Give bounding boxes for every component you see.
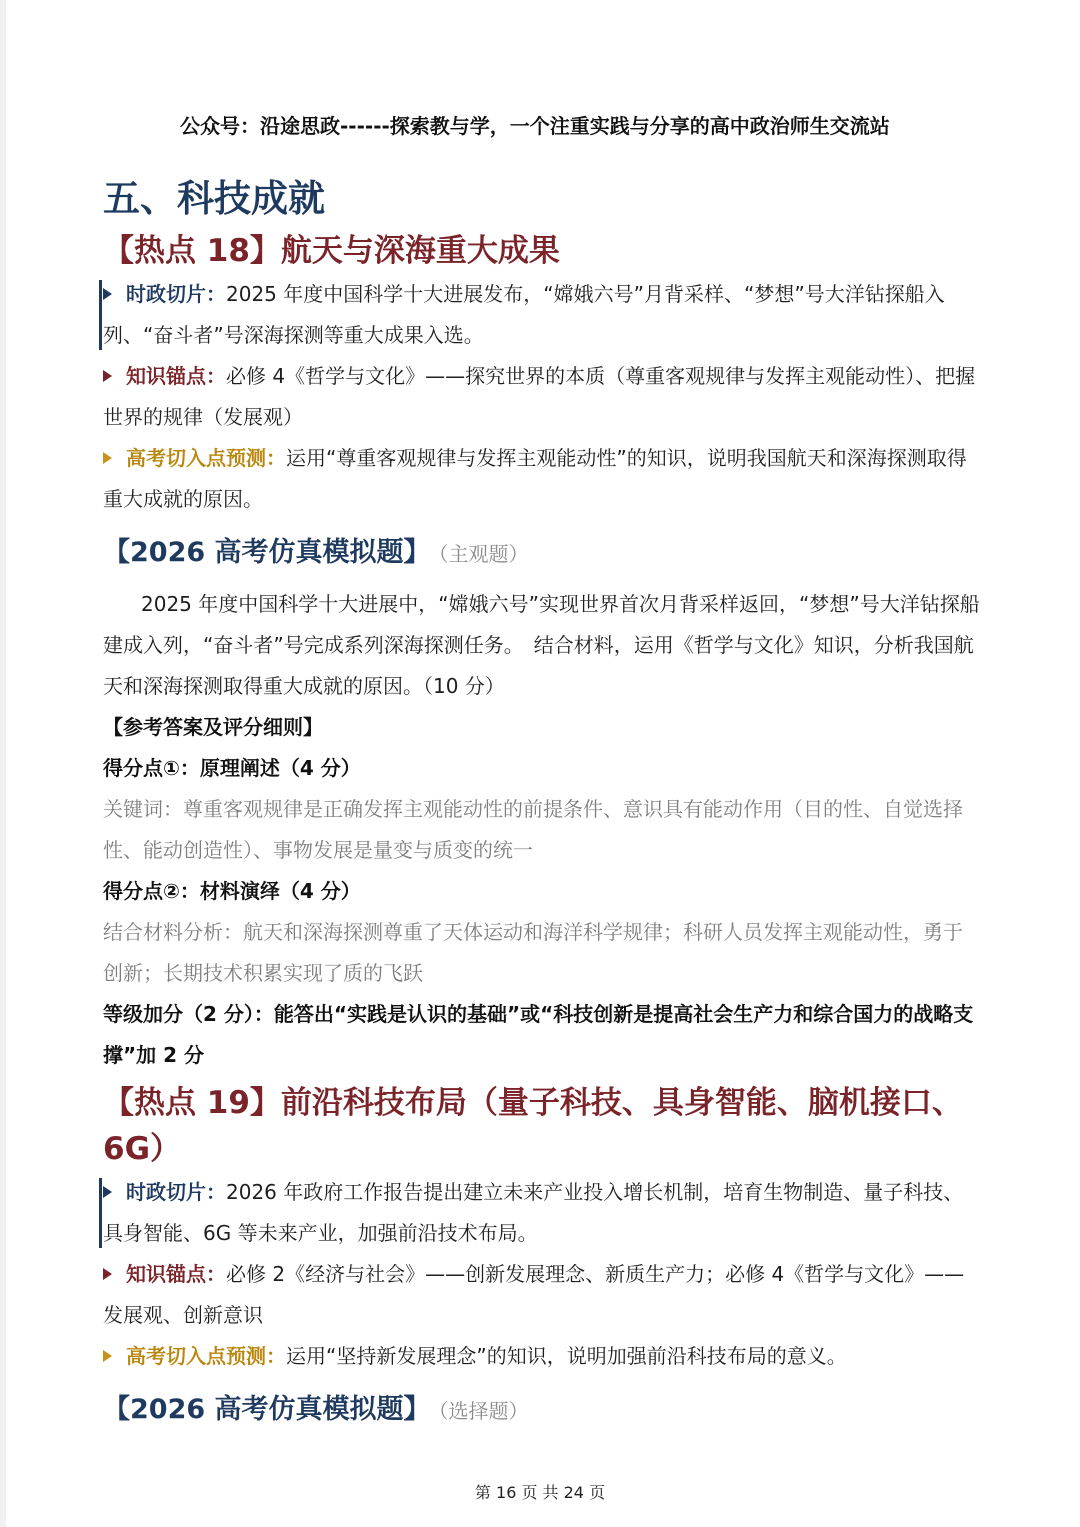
hot19-exam-text: 运用“坚持新发展理念”的知识，说明加强前沿科技布局的意义。	[286, 1344, 847, 1368]
triangle-bullet-icon	[103, 1350, 112, 1362]
answer-title: 【参考答案及评分细则】	[103, 715, 323, 739]
hot18-sim-title-text: 【2026 高考仿真模拟题】	[103, 537, 431, 568]
point1-text: 关键词：尊重客观规律是正确发挥主观能动性的前提条件、意识具有能动作用（目的性、自觉选择性、能动创造性）、事物发展是量变与质变的统一	[103, 797, 963, 862]
hot18-question: 2025 年度中国科学十大进展中，“嫦娥六号”实现世界首次月背采样返回，“梦想”号大洋钻探船建成入列，“奋斗者”号完成系列深海探测任务。 结合材料，运用《哲学与文化》知识，分析我国航天和深海探测取得重大成就的原因。（10 分）	[103, 592, 980, 698]
triangle-bullet-icon	[103, 1268, 112, 1280]
point1-title: 得分点①：原理阐述（4 分）	[103, 756, 361, 780]
extra-points: 等级加分（2 分）：能答出“实践是认识的基础”或“科技创新是提高社会生产力和综合国力的战略支撑”加 2 分	[103, 1002, 974, 1067]
hot18-sim-tag: （主观题）	[438, 542, 529, 566]
section-title: 五、科技成就	[103, 177, 325, 220]
triangle-bullet-icon	[103, 1186, 112, 1198]
triangle-bullet-icon	[103, 370, 112, 382]
hot18-news-text: 2025 年度中国科学十大进展发布，“嫦娥六号”月背采样、“梦想”号大洋钻探船入列、“奋斗者”号深海探测等重大成果入选。	[103, 282, 945, 347]
hot18-knowledge-text: 必修 4《哲学与文化》——探究世界的本质（尊重客观规律与发挥主观能动性）、把握世界的规律（发展观）	[103, 364, 976, 429]
point2-title: 得分点②：材料演绎（4 分）	[103, 879, 361, 903]
header-text: 公众号：沿途思政------探索教与学，一个注重实践与分享的高中政治师生交流站	[180, 114, 890, 138]
hot19-knowledge-text: 必修 2《经济与社会》——创新发展理念、新质生产力；必修 4《哲学与文化》——发展观、创新意识	[103, 1262, 965, 1327]
content	[103, 170, 980, 1435]
hot18-exam	[103, 438, 980, 520]
hot18-exam-text: 运用“尊重客观规律与发挥主观能动性”的知识，说明我国航天和深海探测取得重大成就的原因。	[103, 446, 967, 511]
hot19-news	[103, 1172, 980, 1254]
page-number: 第 16 页 共 24 页	[474, 1483, 606, 1502]
hot19-exam-label: 高考切入点预测：	[126, 1344, 286, 1368]
hot19-news-text: 2026 年政府工作报告提出建立未来产业投入增长机制，培育生物制造、量子科技、具身智能、6G 等未来产业，加强前沿技术布局。	[103, 1180, 964, 1245]
hot18-title: 【热点 18】航天与深海重大成果	[103, 233, 560, 269]
point2-text: 结合材料分析：航天和深海探测尊重了天体运动和海洋科学规律；科研人员发挥主观能动性，勇于创新；长期技术积累实现了质的飞跃	[103, 920, 963, 985]
hot19-title: 【热点 19】前沿科技布局（量子科技、具身智能、脑机接口、6G）	[103, 1085, 963, 1167]
hot18-news-label: 时政切片：	[126, 282, 226, 306]
hot19-exam	[103, 1336, 980, 1377]
hot18-news	[103, 274, 980, 356]
triangle-bullet-icon	[103, 288, 112, 300]
hot18-sim-title	[103, 528, 980, 578]
triangle-bullet-icon	[103, 452, 112, 464]
hot19-sim-tag: （选择题）	[438, 1399, 529, 1423]
hot19-knowledge-label: 知识锚点：	[126, 1262, 226, 1286]
page-edge	[0, 0, 6, 1527]
hot19-sim-title-text: 【2026 高考仿真模拟题】	[103, 1394, 431, 1425]
hot18-knowledge	[103, 356, 980, 438]
hot19-knowledge	[103, 1254, 980, 1336]
hot18-knowledge-label: 知识锚点：	[126, 364, 226, 388]
hot18-exam-label: 高考切入点预测：	[126, 446, 286, 470]
hot19-sim-title	[103, 1385, 980, 1435]
hot19-news-label: 时政切片：	[126, 1180, 226, 1204]
